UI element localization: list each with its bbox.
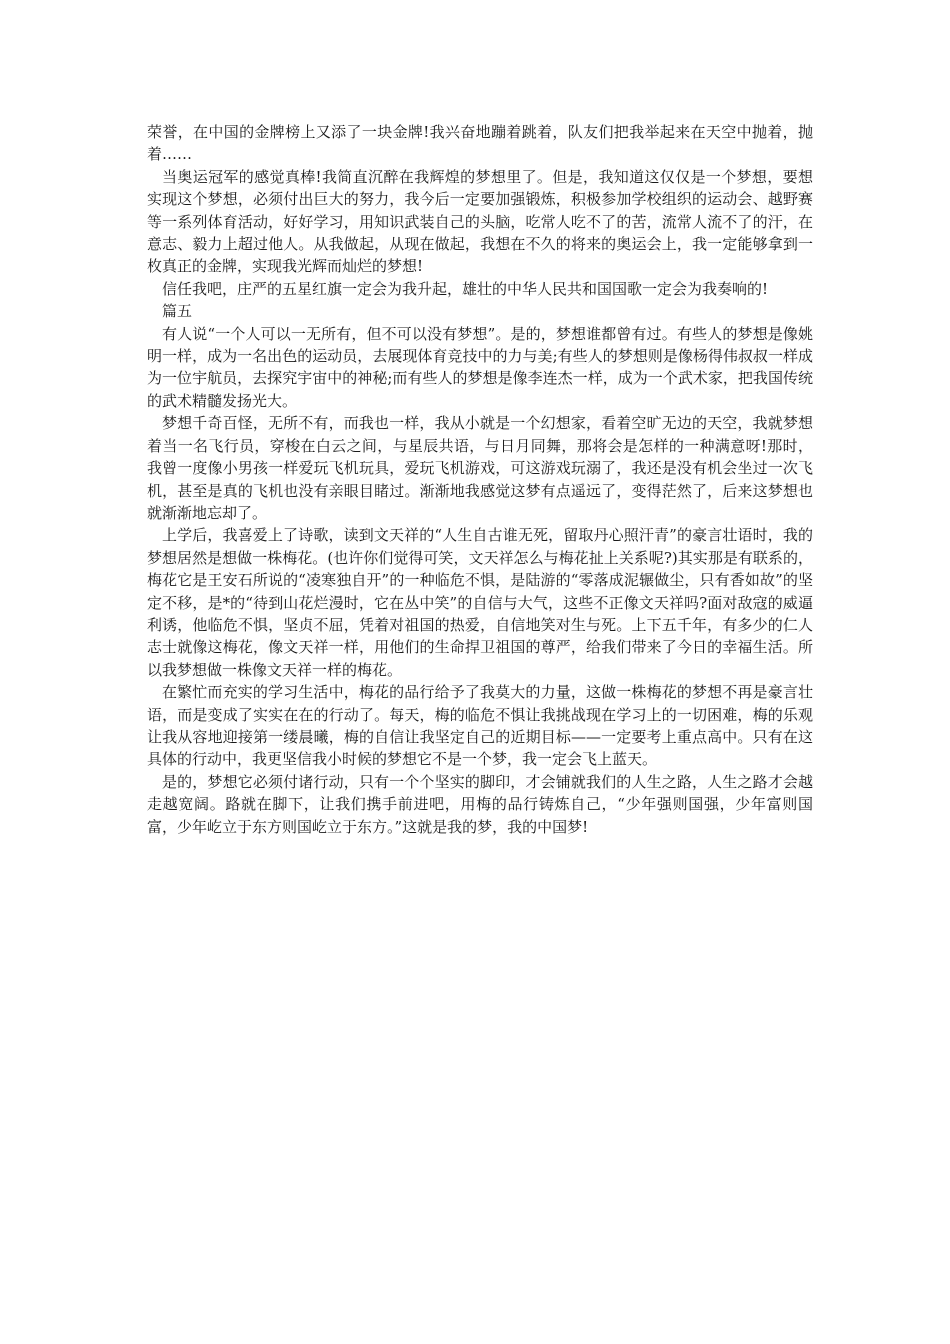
section-heading: 篇五 [162,302,193,321]
paragraph: 荣誉，在中国的金牌榜上又添了一块金牌!我兴奋地蹦着跳着，队友们把我举起来在天空中抛着，抛着…… [147,123,813,164]
paragraph: 当奥运冠军的感觉真棒!我简直沉醉在我辉煌的梦想里了。但是，我知道这仅仅是一个梦想，要想实现这个梦想，必须付出巨大的努力，我今后一定要加强锻炼，积极参加学校组织的运动会、越野赛等一系列体育活动，好好学习，用知识武装自己的头脑，吃常人吃不了的苦，流常人流不了的汗，在意志、毅力上超过他人。从我做起，从现在做起，我想在不久的将来的奥运会上，我一定能够拿到一枚真正的金牌，实现我光辉而灿烂的梦想! [147,167,813,276]
paragraph: 在繁忙而充实的学习生活中，梅花的品行给予了我莫大的力量，这做一株梅花的梦想不再是豪言壮语，而是变成了实实在在的行动了。每天，梅的临危不惧让我挑战现在学习上的一切困难，梅的乐观让我从容地迎接第一缕晨曦，梅的自信让我坚定自己的近期目标——一定要考上重点高中。只有在这具体的行动中，我更坚信我小时候的梦想它不是一个梦，我一定会飞上蓝天。 [147,683,813,769]
paragraph: 梦想千奇百怪，无所不有，而我也一样，我从小就是一个幻想家，看着空旷无边的天空，我就梦想着当一名飞行员，穿梭在白云之间，与星辰共语，与日月同舞，那将会是怎样的一种满意呀!那时，我曾一度像小男孩一样爱玩飞机玩具，爱玩飞机游戏，可这游戏玩溺了，我还是没有机会坐过一次飞机，甚至是真的飞机也没有亲眼目睹过。渐渐地我感觉这梦有点遥远了，变得茫然了，后来这梦想也就渐渐地忘却了。 [147,414,813,522]
paragraph: 是的，梦想它必须付诸行动，只有一个个坚实的脚印，才会铺就我们的人生之路，人生之路才会越走越宽阔。路就在脚下，让我们携手前进吧，用梅的品行铸炼自己，“少年强则国强，少年富则国富，少年屹立于东方则国屹立于东方。”这就是我的梦，我的中国梦! [147,772,813,836]
paragraph: 信任我吧，庄严的五星红旗一定会为我升起，雄壮的中华人民共和国国歌一定会为我奏响的! [162,279,769,298]
document-body [147,121,813,838]
paragraph: 有人说“一个人可以一无所有，但不可以没有梦想”。是的，梦想谁都曾有过。有些人的梦想是像姚明一样，成为一名出色的运动员，去展现体育竞技中的力与美;有些人的梦想则是像杨得伟叔叔一样成为一位宇航员，去探究宇宙中的神秘;而有些人的梦想是像李连杰一样，成为一个武术家，把我国传统的武术精髓发扬光大。 [147,324,813,410]
paragraph: 上学后，我喜爱上了诗歌，读到文天祥的“人生自古谁无死，留取丹心照汗青”的豪言壮语时，我的梦想居然是想做一株梅花。(也许你们觉得可笑，文天祥怎么与梅花扯上关系呢?)其实那是有联系的，梅花它是王安石所说的“凌寒独自开”的一种临危不惧，是陆游的“零落成泥辗做尘，只有香如故”的坚定不移，是*的“待到山花烂漫时，它在丛中笑”的自信与大气，这些不正像文天祥吗?面对敌寇的威逼利诱，他临危不惧，坚贞不屈，凭着对祖国的热爱，自信地笑对生与死。上下五千年，有多少的仁人志士就像这梅花，像文天祥一样，用他们的生命捍卫祖国的尊严，给我们带来了今日的幸福生活。所以我梦想做一株像文天祥一样的梅花。 [147,526,813,679]
